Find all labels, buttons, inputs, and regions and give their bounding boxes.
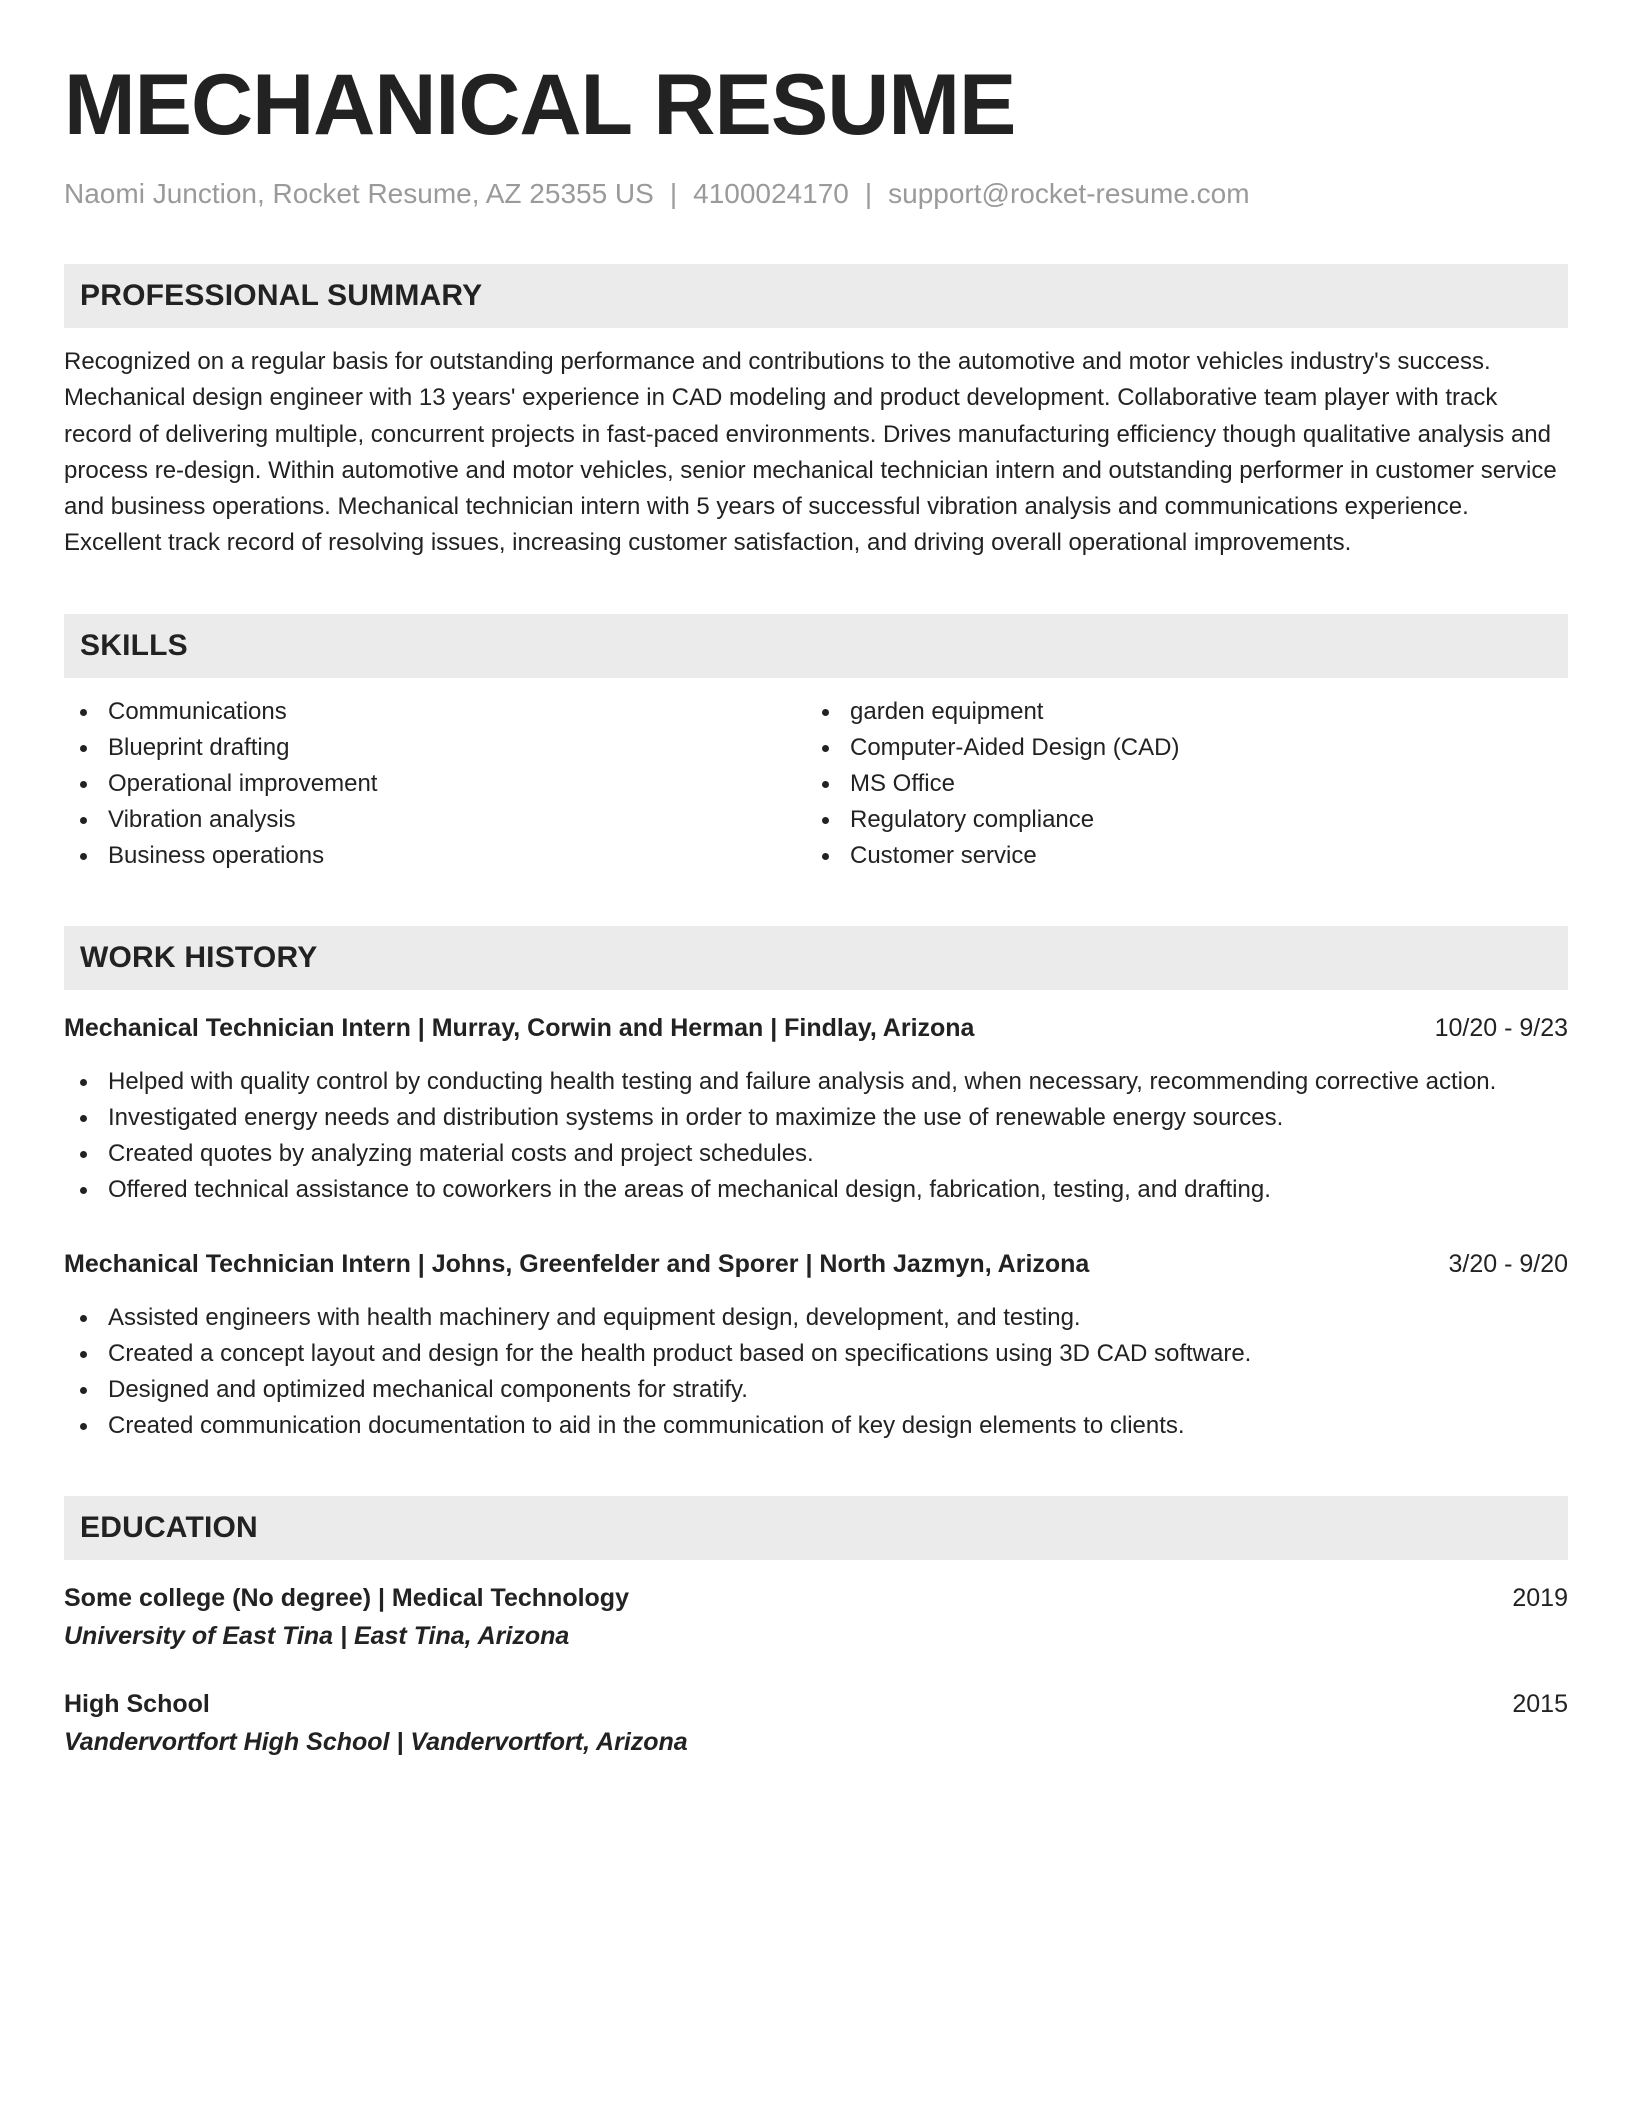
job-bullet: Offered technical assistance to coworkers in the areas of mechanical design, fabrication, testing, and drafting. (64, 1172, 1568, 1208)
education-year: 2019 (1512, 1583, 1568, 1612)
job-header (64, 1010, 1568, 1046)
skill-item: Communications (64, 694, 806, 730)
education-heading: EDUCATION (64, 1496, 1568, 1560)
job-entry (64, 1010, 1568, 1208)
job-dates: 3/20 - 9/20 (1448, 1249, 1568, 1278)
education-degree: High School (64, 1689, 210, 1718)
skills-heading: SKILLS (64, 614, 1568, 678)
job-bullet-list (64, 1064, 1568, 1208)
contact-line (64, 176, 1568, 212)
skill-item: Regulatory compliance (806, 802, 1548, 838)
skill-item: MS Office (806, 766, 1548, 802)
contact-address: Naomi Junction, Rocket Resume, AZ 25355 US (64, 178, 654, 209)
skill-item: Operational improvement (64, 766, 806, 802)
job-bullet: Helped with quality control by conducting health testing and failure analysis and, when necessary, recommending corrective action. (64, 1064, 1568, 1100)
skill-item: Business operations (64, 838, 806, 874)
job-bullet: Created communication documentation to aid in the communication of key design elements to clients. (64, 1408, 1568, 1444)
education-entry (64, 1686, 1568, 1762)
contact-email[interactable]: support@rocket-resume.com (888, 178, 1250, 209)
job-title: Mechanical Technician Intern | Murray, Corwin and Herman | Findlay, Arizona (64, 1013, 975, 1042)
summary-text: Recognized on a regular basis for outstanding performance and contributions to the automotive and motor vehicles industry's success. Mechanical design engineer with 13 years' experience in CAD modeling and product development. Collaborative team player with track record of delivering multiple, concurrent projects in fast-paced environments. Drives manufacturing efficiency though qualitative analysis and process re-design. Within automotive and motor vehicles, senior mechanical technician intern and outstanding performer in customer service and business operations. Mechanical technician intern with 5 years of successful vibration analysis and communications experience. Excellent track record of resolving issues, increasing customer satisfaction, and driving overall operational improvements. (64, 348, 1557, 557)
job-bullet: Investigated energy needs and distribution systems in order to maximize the use of renewable energy sources. (64, 1100, 1568, 1136)
job-entry (64, 1246, 1568, 1444)
skill-item: Blueprint drafting (64, 730, 806, 766)
job-title: Mechanical Technician Intern | Johns, Greenfelder and Sporer | North Jazmyn, Arizona (64, 1249, 1090, 1278)
skills-column-right (806, 694, 1548, 874)
job-bullet: Assisted engineers with health machinery and equipment design, development, and testing. (64, 1300, 1568, 1336)
education-header (64, 1686, 1568, 1722)
job-bullet: Created a concept layout and design for the health product based on specifications using 3D CAD software. (64, 1336, 1568, 1372)
job-header (64, 1246, 1568, 1282)
education-school: University of East Tina | East Tina, Arizona (64, 1621, 570, 1650)
skill-item: garden equipment (806, 694, 1548, 730)
resume-title: MECHANICAL RESUME (64, 57, 1016, 153)
job-bullet: Created quotes by analyzing material costs and project schedules. (64, 1136, 1568, 1172)
education-school: Vandervortfort High School | Vandervortfort, Arizona (64, 1727, 688, 1756)
contact-separator: | (864, 178, 873, 209)
contact-phone: 4100024170 (693, 178, 849, 209)
education-year: 2015 (1512, 1689, 1568, 1718)
education-header (64, 1580, 1568, 1616)
skills-column-left (64, 694, 806, 874)
skill-item: Customer service (806, 838, 1548, 874)
education-entry (64, 1580, 1568, 1656)
skills-grid (64, 694, 1568, 874)
work-history-heading: WORK HISTORY (64, 926, 1568, 990)
contact-separator: | (669, 178, 678, 209)
skill-item: Computer-Aided Design (CAD) (806, 730, 1548, 766)
job-bullet-list (64, 1300, 1568, 1444)
job-bullet: Designed and optimized mechanical components for stratify. (64, 1372, 1568, 1408)
skill-item: Vibration analysis (64, 802, 806, 838)
job-dates: 10/20 - 9/23 (1434, 1013, 1568, 1042)
education-degree: Some college (No degree) | Medical Technology (64, 1583, 629, 1612)
summary-heading: PROFESSIONAL SUMMARY (64, 264, 1568, 328)
